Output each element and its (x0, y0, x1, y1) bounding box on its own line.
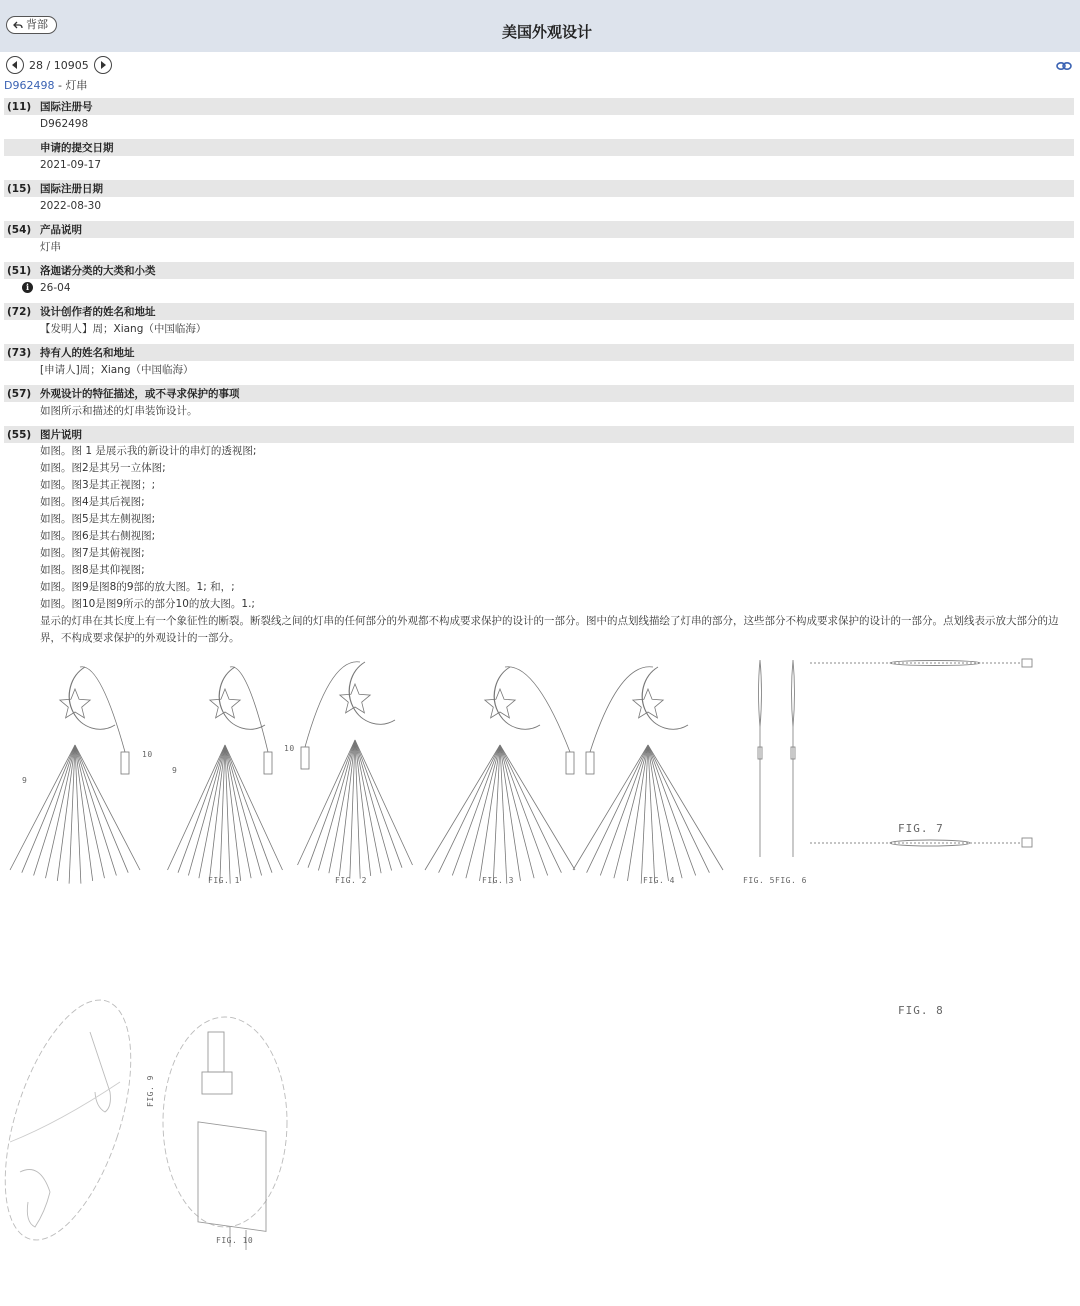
section-header (4, 385, 1074, 402)
fig4a-strand (500, 745, 561, 873)
fig4a-plug (566, 752, 574, 774)
fig3-plug (301, 747, 309, 769)
record-subtitle (4, 77, 87, 93)
fig1-star (60, 689, 90, 718)
fig1-strand (75, 745, 116, 876)
section-header (4, 344, 1074, 361)
chevron-right-icon (99, 61, 107, 69)
section-header (4, 426, 1074, 443)
fig4b-strand (648, 745, 723, 870)
section-header (4, 303, 1074, 320)
fig-3-label: FIG. 3 (482, 876, 514, 885)
figure-description-line: 如图。图2是其另一立体图; (40, 462, 166, 474)
chevron-left-icon (11, 61, 19, 69)
prev-button[interactable] (6, 56, 24, 74)
section-label: 申请的提交日期 (40, 142, 114, 154)
section-label: 国际注册号 (40, 101, 93, 113)
fig4b-strand (648, 745, 696, 876)
fig4a-wire (505, 667, 570, 752)
section-header (4, 98, 1074, 115)
fig4a-crescent (494, 667, 540, 729)
section-value: [申请人]周；Xiang（中国临海） (40, 364, 194, 376)
figure-description-line: 如图。图4是其后视图; (40, 496, 145, 508)
fig10-cable (208, 1032, 224, 1072)
fig6-crescent-side (792, 660, 795, 727)
fig2-strand (225, 745, 262, 876)
next-button[interactable] (94, 56, 112, 74)
fig2-plug (264, 752, 272, 774)
figure-description-line: 如图。图8是其仰视图; (40, 564, 145, 576)
top-bar (0, 0, 1080, 52)
fig9-bulb-upper (90, 1032, 110, 1112)
section-value: 2022-08-30 (40, 199, 102, 212)
fig4a-strand (500, 745, 575, 870)
fig4b-plug (586, 752, 594, 774)
fig2-strand (168, 745, 226, 870)
back-button-label: 背部 (26, 18, 48, 31)
section-value: 如图所示和描述的灯串装饰设计。 (40, 405, 198, 417)
fig7-plug (1022, 659, 1032, 667)
section-number: (57) (7, 387, 32, 400)
record-name: 灯串 (65, 79, 88, 92)
fig4a-star (485, 689, 515, 718)
fig2-strand (188, 745, 225, 876)
section-label: 国际注册日期 (40, 183, 103, 195)
figure-description-line: 如图。图6是其右侧视图; (40, 530, 156, 542)
fig-2-label: FIG. 2 (335, 876, 367, 885)
fig-6-label: FIG. 6 (775, 876, 807, 885)
section-header (4, 221, 1074, 238)
info-icon[interactable]: i (22, 282, 33, 293)
section-number: (55) (7, 428, 32, 441)
section-number: (11) (7, 100, 32, 113)
fig1-crescent (69, 667, 115, 729)
section-number: (72) (7, 305, 32, 318)
fig4b-star (633, 689, 663, 718)
section-label: 产品说明 (40, 224, 82, 236)
section-value: 2021-09-17 (40, 158, 102, 171)
drawing-sheet (0, 652, 1080, 1292)
fig5-crescent-side (759, 660, 762, 727)
fig4b-strand (573, 745, 648, 870)
section-label: 洛迦诺分类的大类和小类 (40, 265, 156, 277)
fig9-bulb-lower (20, 1170, 50, 1228)
record-code-link[interactable]: D962498 (4, 79, 55, 92)
fig3-strand (355, 740, 413, 865)
figure-note: 显示的灯串在其长度上有一个象征性的断裂。断裂线之间的灯串的任何部分的外观都不构成要求保护的设计的一部分。图中的点划线描绘了灯串的部分，这些部分不构成要求保护的设计的一部分。点划线表示放大部分的边界，不构成要求保护的外观设计的一部分。 (40, 615, 1059, 644)
section-value-row (4, 279, 1074, 296)
fig3-strand (298, 740, 356, 865)
fig4b-strand (587, 745, 648, 873)
fig2-crescent (219, 667, 265, 729)
fig-8-label: FIG. 8 (898, 1004, 944, 1017)
fig3-strand (355, 740, 392, 871)
fig-1-label: FIG. 1 (208, 876, 240, 885)
section-header (4, 139, 1074, 156)
figure-description-line: 如图。图9是图8的9部的放大图。1; 和，; (40, 581, 235, 593)
figure-description-line: 如图。图 1 是展示我的新设计的串灯的透视图; (40, 445, 257, 457)
fig1-ref-9: 9 (22, 776, 28, 785)
fig3-star (340, 684, 370, 713)
page-title: 美国外观设计 (501, 23, 592, 41)
record-separator: - (54, 79, 66, 92)
fig4b-crescent (642, 667, 688, 729)
pager-count: 28 / 10905 (29, 58, 89, 72)
fig3-crescent (349, 662, 395, 724)
figure-descriptions (4, 443, 1074, 647)
pager (6, 56, 112, 74)
fig10-plug-body (198, 1122, 266, 1232)
fig-10-label: FIG. 10 (216, 1236, 254, 1245)
fig2-ref-9: 9 (172, 766, 178, 775)
fig1-strand (75, 745, 140, 870)
section-label: 图片说明 (40, 429, 82, 441)
fig1-ref-10: 10 (142, 750, 153, 759)
fig-9-label: FIG. 9 (146, 1075, 155, 1107)
section-label: 设计创作者的姓名和地址 (40, 306, 156, 318)
section-value: D962498 (40, 117, 89, 130)
fig1-strand (10, 745, 75, 870)
fig4a-strand (452, 745, 500, 876)
section-number: (73) (7, 346, 32, 359)
figure-description-line: 如图。图10是图9所示的部分10的放大图。1.; (40, 598, 255, 610)
fig10-collar (202, 1072, 232, 1094)
fig4b-strand (648, 745, 709, 873)
bibliographic-data (4, 98, 1074, 647)
patent-drawings (0, 652, 1080, 1292)
fig2-ref-10: 10 (284, 744, 295, 753)
section-header (4, 180, 1074, 197)
fig9-detail-boundary (0, 985, 156, 1255)
fig4a-strand (425, 745, 500, 870)
section-header (4, 262, 1074, 279)
fig4a-strand (500, 745, 548, 876)
fig4a-strand (439, 745, 500, 873)
fig1-plug (121, 752, 129, 774)
fig1-strand (34, 745, 75, 876)
fig2-wire (230, 667, 268, 752)
section-value: 灯串 (40, 241, 61, 253)
fig2-star (210, 689, 240, 718)
section-number: (15) (7, 182, 32, 195)
fig4b-strand (600, 745, 648, 876)
section-label: 持有人的姓名和地址 (40, 347, 135, 359)
section-number: (51) (7, 264, 32, 277)
section-label: 外观设计的特征描述，或不寻求保护的事项 (40, 388, 240, 400)
section-value: 26-04 (40, 281, 71, 294)
figure-description-line: 如图。图7是其俯视图; (40, 547, 145, 559)
figure-description-line: 如图。图3是其正视图；; (40, 479, 156, 491)
figure-description-line: 如图。图5是其左侧视图; (40, 513, 156, 525)
fig1-wire (80, 667, 125, 752)
fig-4-label: FIG. 4 (643, 876, 675, 885)
fig8-plug (1022, 838, 1032, 847)
fig2-strand (225, 745, 283, 870)
fig10-detail-boundary (163, 1017, 287, 1227)
fig-7-label: FIG. 7 (898, 822, 944, 835)
fig4b-wire (590, 667, 653, 752)
section-number: (54) (7, 223, 32, 236)
fig9-wire (10, 1082, 120, 1142)
section-value: 【发明人】周；Xiang（中国临海） (40, 323, 207, 335)
link-icon[interactable] (1056, 60, 1072, 72)
fig3-strand (318, 740, 355, 871)
fig-5-label: FIG. 5 (743, 876, 775, 885)
